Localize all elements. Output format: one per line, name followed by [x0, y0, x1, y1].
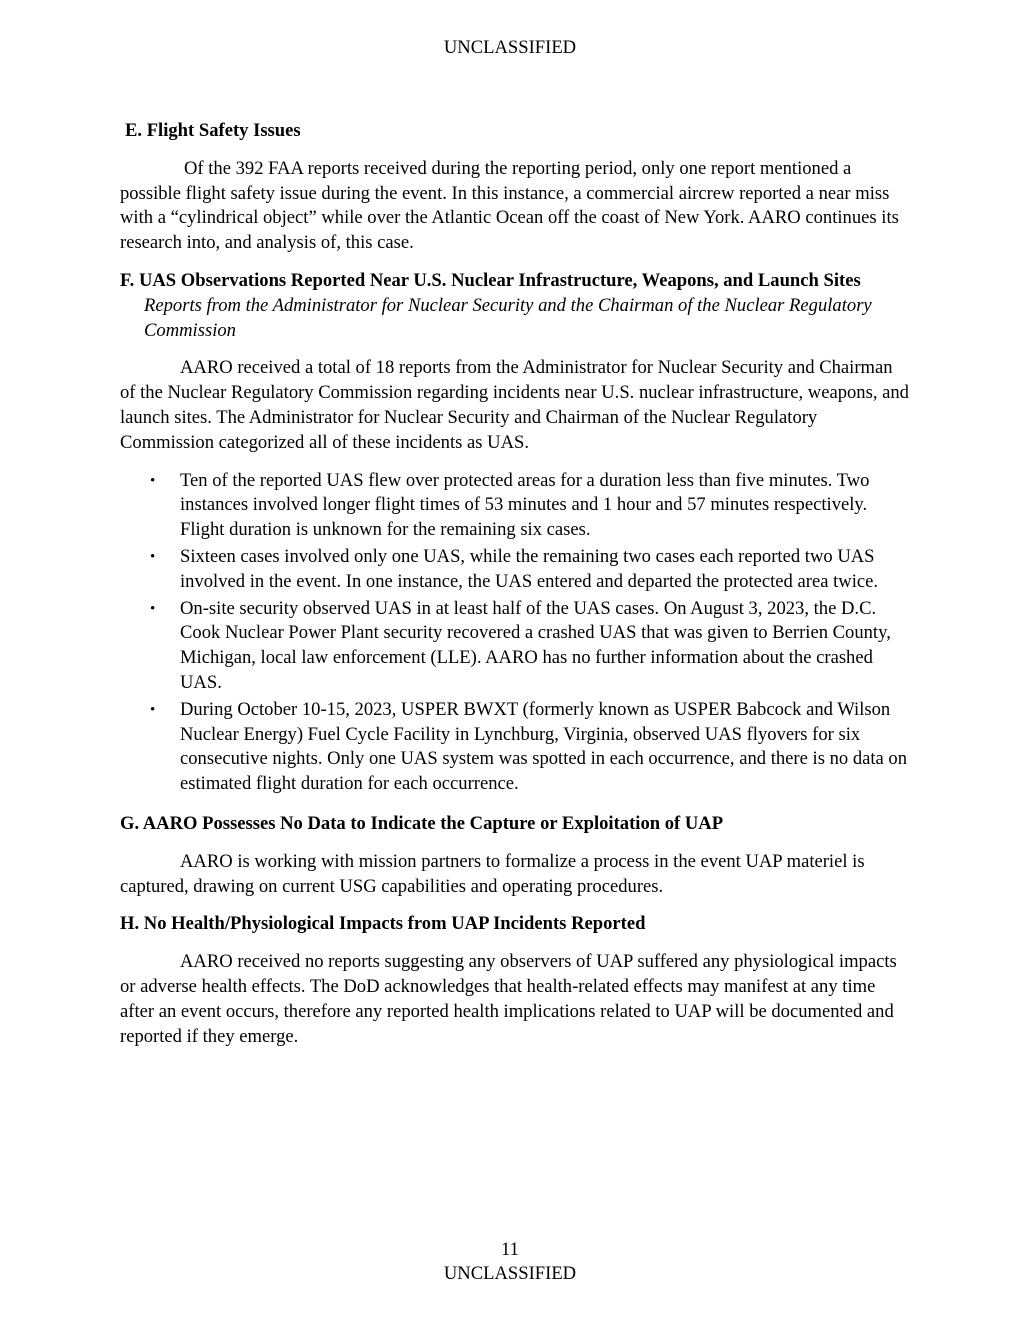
classification-footer: UNCLASSIFIED	[443, 1263, 577, 1284]
bullet-text: During October 10-15, 2023, USPER BWXT (formerly known as USPER Babcock and Wilson Nuclear Energy) Fuel Cycle Facility in Lynchburg, Virginia, observed UAS flyovers for six consecutive nights. Only one UAS system was spotted in each occurrence, and there is no data on estimated flight duration for each occurrence.	[180, 698, 908, 795]
bullet-item	[120, 698, 910, 797]
section-g-paragraph: AARO is working with mission partners to formalize a process in the event UAP materiel is captured, drawing on current USG capabilities and operating procedures.	[120, 850, 865, 897]
section-e-paragraph: Of the 392 FAA reports received during the reporting period, only one report mentioned a possible flight safety issue during the event. In this instance, a commercial aircrew reported a near miss with a “cylindrical object” while over the Atlantic Ocean off the coast of New York. AARO continues its research into, and analysis of, this case.	[120, 157, 899, 254]
section-f-heading: F. UAS Observations Reported Near U.S. Nuclear Infrastructure, Weapons, and Launch Sites	[120, 269, 861, 291]
bullet-icon: •	[150, 701, 156, 718]
classification-header: UNCLASSIFIED	[443, 37, 577, 58]
page-number: 11	[501, 1239, 519, 1260]
bullet-icon: •	[150, 600, 156, 617]
bullet-item	[120, 597, 910, 696]
bullet-icon: •	[150, 548, 156, 565]
section-e-heading: E. Flight Safety Issues	[125, 120, 301, 141]
bullet-item	[120, 469, 910, 543]
bullet-item	[120, 545, 910, 595]
section-f-subheading: Reports from the Administrator for Nuclear Security and the Chairman of the Nuclear Regulatory Commission	[144, 294, 872, 341]
bullet-text: On-site security observed UAS in at least half of the UAS cases. On August 3, 2023, the D.C. Cook Nuclear Power Plant security recovered a crashed UAS that was given to Berrien County, Michigan, local law enforcement (LLE). AARO has no further information about the crashed UAS.	[180, 597, 891, 693]
section-h-heading: H. No Health/Physiological Impacts from UAP Incidents Reported	[120, 913, 646, 935]
section-f-paragraph: AARO received a total of 18 reports from the Administrator for Nuclear Security and Chairman of the Nuclear Regulatory Commission regarding incidents near U.S. nuclear infrastructure, weapons, and launch sites. The Administrator for Nuclear Security and Chairman of the Nuclear Regulatory Commission categorized all of these incidents as UAS.	[120, 357, 909, 453]
bullet-text: Ten of the reported UAS flew over protected areas for a duration less than five minutes. Two instances involved longer flight times of 53 minutes and 1 hour and 57 minutes respectively. Flight duration is unknown for the remaining six cases.	[180, 469, 870, 541]
bullet-icon: •	[150, 472, 156, 489]
section-f-bullet-list	[120, 469, 910, 797]
section-h-paragraph: AARO received no reports suggesting any observers of UAP suffered any physiological impacts or adverse health effects. The DoD acknowledges that health-related effects may manifest at any time after an event occurs, therefore any reported health implications related to UAP will be documented and reported if they emerge.	[120, 951, 897, 1047]
bullet-text: Sixteen cases involved only one UAS, while the remaining two cases each reported two UAS involved in the event. In one instance, the UAS entered and departed the protected area twice.	[180, 545, 879, 592]
document-body	[120, 119, 910, 1049]
section-g-heading: G. AARO Possesses No Data to Indicate the Capture or Exploitation of UAP	[120, 812, 724, 834]
